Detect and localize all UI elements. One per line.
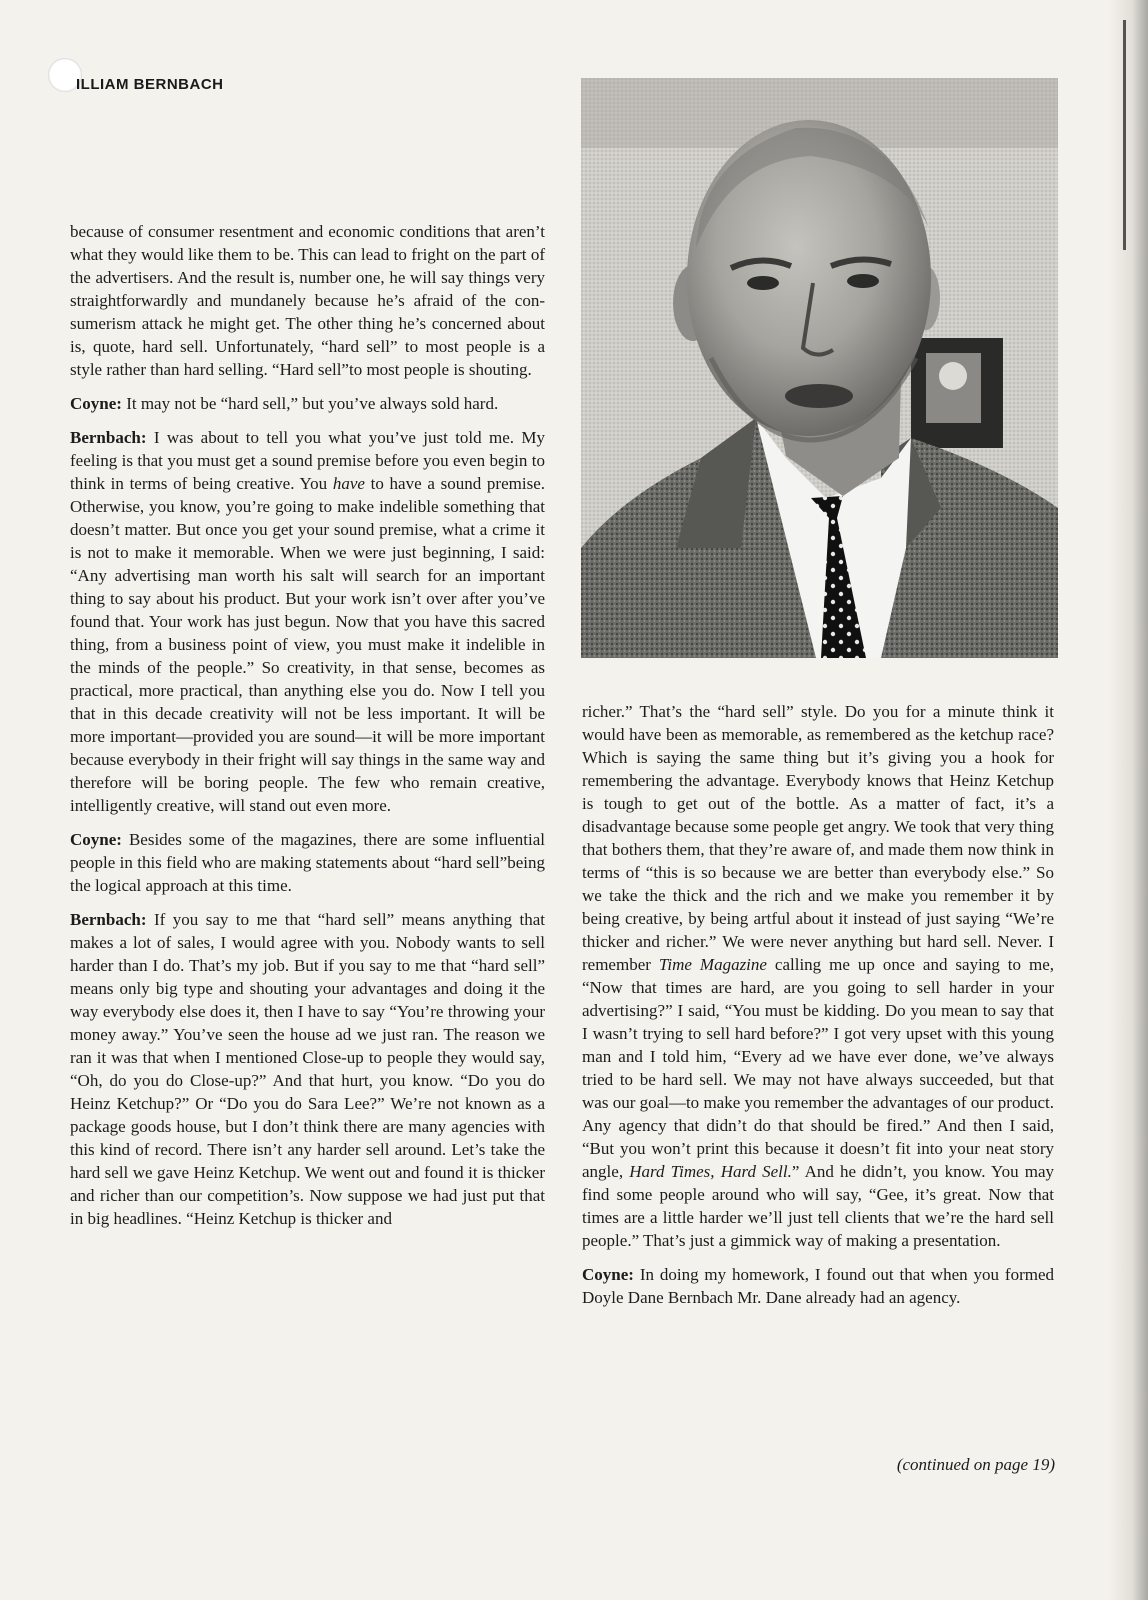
paragraph-text: calling me up once and saying to me, “Now that times are hard, are you going to sell harder in your advertising?” I said, “You must be kidding. Do you mean to say that I wasn’t trying to sell hard before?” I got very upset with this young man and I told him, “Every ad we have ever done, we’ve always tried to be hard sell. We may not have always succeeded, but that was our goal—to make you remember the advantages of our product. Any agency that didn’t do that should be fired.” And then I said, “But you won’t print this because it doesn’t fit into your neat story angle, (582, 955, 1054, 1181)
paragraph-text: In doing my homework, I found out that when you formed Doyle Dane Bernbach Mr. Dane already had an agency. (582, 1265, 1054, 1307)
paragraph-text: It may not be “hard sell,” but you’ve always sold hard. (121, 394, 499, 413)
paragraph (70, 828, 545, 897)
paragraph (582, 700, 1054, 1252)
paragraph-text: ” And he didn’t, you know. You may find some people around who will say, “Gee, it’s great. Now that times are a little harder we’ll just tell clients that we’re the hard sell people.” That’s just a gimmick way of making a presentation. (582, 1162, 1054, 1250)
paragraph (70, 908, 545, 1230)
paragraph-text: because of consumer resentment and economic conditions that aren’t what they would like them to be. This can lead to fright on the part of the advertisers. And the result is, number one, he will say things very straightforwardly and mundanely because he’s afraid of the consumerism attack he might get. The other thing he’s concerned about is, quote, hard sell. Unfortunately, “hard sell” to most people is a style rather than hard selling. “Hard sell”to most people is shouting. (70, 222, 545, 379)
running-head: ILLIAM BERNBACH (76, 76, 224, 93)
paragraph-text: richer.” That’s the “hard sell” style. Do you for a minute think it would have been as memorable, as remembered as the ketchup race? Which is saying the same thing but it’s giving you a hook for remembering the advantage. Everybody knows that Heinz Ketchup is tough to get out of the bottle. As a matter of fact, it’s a disadvantage because some people get angry. We took that very thing that bothers them, that they’re aware of, and made them now think in terms of “this is so because we are better than everybody else.” So we take the thick and the rich and we make you remember it by being creative, by being artful about it instead of just saying “We’re thicker and richer.” We were never anything but hard sell. Never. I remember (582, 702, 1054, 974)
portrait-illustration (581, 78, 1058, 658)
binding-mark (1123, 20, 1126, 250)
paragraph (70, 220, 545, 381)
story-angle: Hard Times, Hard Sell. (629, 1162, 792, 1181)
speaker-label: Bernbach: (70, 428, 147, 447)
portrait-photo (581, 78, 1058, 658)
publication-title: Time Magazine (658, 955, 767, 974)
paragraph-text: I was about to tell you what you’ve just told me. My feeling is that you must get a sound premise before you even begin to think in terms of being creative. You (70, 428, 545, 493)
speaker-label: Bernbach: (70, 910, 147, 929)
paragraph-text: Besides some of the magazines, there are some influential people in this field who are making statements about “hard sell”being the logical approach at this time. (70, 830, 545, 895)
paragraph (70, 392, 545, 415)
continued-note: (continued on page 19) (896, 1455, 1055, 1474)
speaker-label: Coyne: (70, 394, 122, 413)
speaker-label: Coyne: (70, 830, 122, 849)
emphasis-text: have (332, 474, 365, 493)
paragraph-text: If you say to me that “hard sell” means anything that makes a lot of sales, I would agree with you. Nobody wants to sell harder than I do. That’s my job. But if you say to me that “hard sell” means only big type and shouting your advantages and doing it the way everybody else does it, then I have to say “You’re throwing your money away.” You’ve seen the house ad we just ran. The reason we ran it was that when I mentioned Close-up to people they would say, “Oh, do you do Close-up?” And that hurt, you know. “Do you do Heinz Ketchup?” Or “Do you do Sara Lee?” We’re not known as a package goods house, but I don’t think there are many agencies with this kind of record. There isn’t any harder sell around. Let’s take the hard sell we gave Heinz Ketchup. We went out and found it is thicker and richer than our competition’s. Now suppose we had just put that in big headlines. “Heinz Ketchup is thicker and (70, 910, 545, 1228)
paragraph (582, 1263, 1054, 1309)
paragraph-text: to have a sound premise. Otherwise, you know, you’re going to make indelible something that doesn’t matter. But once you get your sound premise, what a crime it is not to make it memorable. When we were just beginning, I said: “Any advertising man worth his salt will search for an important thing to say about his product. But your work isn’t over after you’ve found that. Your work has just begun. Now that you have this sacred thing, from a business point of view, you must make it indelible in the minds of the people.” So creativity, in that sense, becomes as practical, more practical, than anything else you do. Now I tell you that in this decade creativity will not be less important. It will be more important—provided you are sound—it will be more important because everybody in their fright will say things in the same way and therefore will be boring people. The few who remain creative, intelligently creative, will stand out even more. (70, 474, 545, 815)
paragraph (70, 426, 545, 817)
left-column (70, 220, 545, 1241)
speaker-label: Coyne: (582, 1265, 634, 1284)
page-edge-shadow (1108, 0, 1148, 1600)
right-column (582, 700, 1054, 1320)
